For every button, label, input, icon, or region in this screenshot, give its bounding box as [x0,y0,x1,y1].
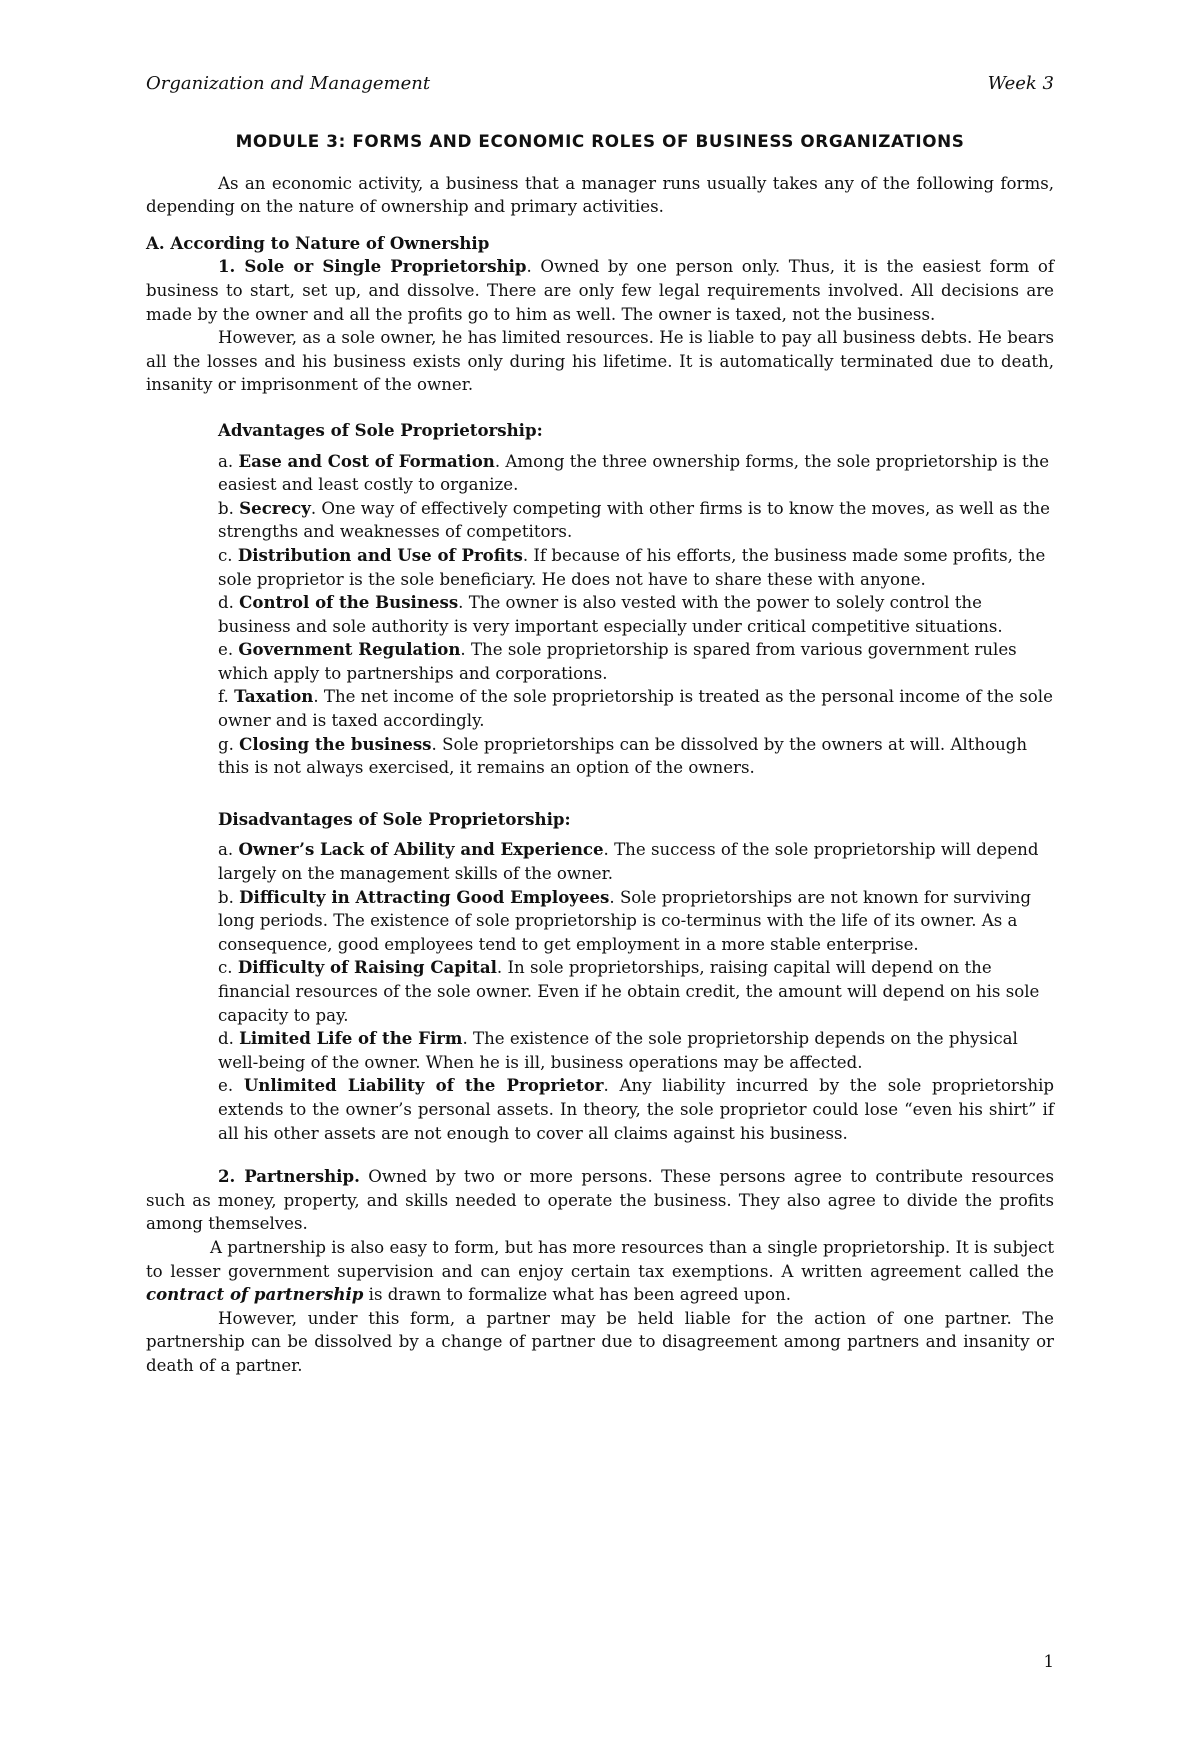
list-item: e. Government Regulation. The sole proprietorship is spared from various government rules which apply to partnerships and corporations. [218,639,1017,683]
module-title: MODULE 3: FORMS AND ECONOMIC ROLES OF BUSINESS ORGANIZATIONS [235,131,965,151]
header-course-title: Organization and Management [146,73,431,94]
sole-proprietorship-label: 1. Sole or Single Proprietorship [218,256,527,277]
list-item: d. Control of the Business. The owner is also vested with the power to solely control the business and sole authority is very important especially under critical competitive situations. [218,592,1003,636]
sole-proprietorship-paragraph-1: 1. Sole or Single Proprietorship. Owned by one person only. Thus, it is the easiest form of business to start, set up, and dissolve. There are only few legal requirements involved. All decisions are made by the owner and all the profits go to him as well. The owner is taxed, not the business. [146,256,1054,324]
page-number: 1 [1043,1652,1054,1671]
spacer [146,1145,1054,1165]
list-item: e. Unlimited Liability of the Proprietor. Any liability incurred by the sole proprietorship extends to the owner’s personal assets. In theory, the sole proprietor could lose “even his shirt” if all his other assets are not enough to cover all claims against his business. [218,1075,1054,1143]
disadvantages-heading: Disadvantages of Sole Proprietorship: [218,808,571,829]
partnership-paragraph-3: However, under this form, a partner may be held liable for the action of one partner. The partnership can be dissolved by a change of partner due to disagreement among partners and insanity or death of a partner. [146,1308,1054,1375]
section-a-heading: A. According to Nature of Ownership [146,232,490,253]
list-item: a. Owner’s Lack of Ability and Experience. The success of the sole proprietorship will depend largely on the management skills of the owner. [218,839,1039,884]
list-item: g. Closing the business. Sole proprietorships can be dissolved by the owners at will. Although this is not always exercised, it remains an option of the owners. [218,733,1028,778]
running-header [146,72,1054,96]
list-item: b. Secrecy. One way of effectively competing with other firms is to know the moves, as well as the strengths and weaknesses of competitors. [218,497,1051,542]
list-item: f. Taxation. The net income of the sole proprietorship is treated as the personal income of the sole owner and is taxed accordingly. [218,686,1053,731]
header-week: Week 3 [987,73,1054,94]
list-item: b. Difficulty in Attracting Good Employees. Sole proprietorships are not known for surviving long periods. The existence of sole proprietorship is co-terminus with the life of its owner. As a consequence, good employees tend to get employment in a more stable enterprise. [218,886,1032,954]
list-item: a. Ease and Cost of Formation. Among the three ownership forms, the sole proprietorship is the easiest and least costly to organize. [218,450,1050,495]
partnership-label: 2. Partnership. [218,1166,360,1187]
disadvantages-list [218,838,1054,1145]
contract-of-partnership-term: contract of partnership [146,1284,364,1305]
intro-paragraph: As an economic activity, a business that a manager runs usually takes any of the following forms, depending on the nature of ownership and primary activities. [146,173,1054,217]
advantages-list [218,450,1054,780]
partnership-paragraph-1: 2. Partnership. Owned by two or more persons. These persons agree to contribute resources such as money, property, and skills needed to operate the business. They also agree to divide the profits among themselves. [146,1166,1054,1234]
list-item: c. Distribution and Use of Profits. If because of his efforts, the business made some profits, the sole proprietor is the sole beneficiary. He does not have to share these with anyone. [218,544,1046,589]
list-item: c. Difficulty of Raising Capital. In sole proprietorships, raising capital will depend on the financial resources of the sole owner. Even if he obtain credit, the amount will depend on his sole capacity to pay. [218,957,1040,1025]
advantages-heading: Advantages of Sole Proprietorship: [218,419,543,440]
partnership-paragraph-2: A partnership is also easy to form, but has more resources than a single proprietorship. It is subject to lesser government supervision and can enjoy certain tax exemptions. A written agreement called the contract of partnership is drawn to formalize what has been agreed upon. [146,1237,1054,1305]
list-item: d. Limited Life of the Firm. The existence of the sole proprietorship depends on the physical well-being of the owner. When he is ill, business operations may be affected. [218,1028,1018,1072]
sole-proprietorship-paragraph-2: However, as a sole owner, he has limited resources. He is liable to pay all business debts. He bears all the losses and his business exists only during his lifetime. It is automatically terminated due to death, insanity or imprisonment of the owner. [146,328,1054,395]
